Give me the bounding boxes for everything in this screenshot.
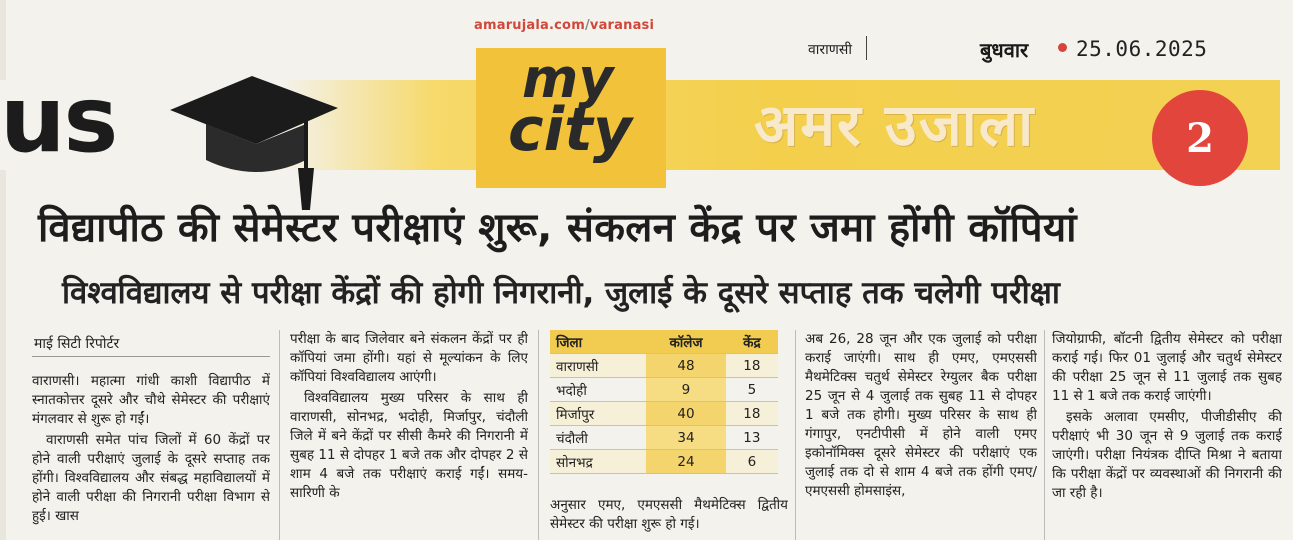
- newspaper-brand: अमर उजाला: [754, 91, 1036, 159]
- paragraph: इसके अलावा एमसीए, पीजीडीसीए की परीक्षाएं भी 30 जून से 9 जुलाई तक कराई जाएंगी। परीक्षा नियंत्रक दीप्ति मिश्रा ने बताया कि परीक्षा केंद्रों पर व्यवस्थाओं की निगरानी की जा रही है।: [1052, 409, 1282, 501]
- masthead-divider: [866, 36, 867, 60]
- table-header-cell: जिला: [550, 330, 646, 354]
- table-cell: मिर्जापुर: [550, 402, 646, 426]
- table-row: [550, 450, 778, 474]
- paragraph: परीक्षा के बाद जिलेवार बने संकलन केंद्रों पर ही कॉपियां जमा होंगी। यहां से मूल्यांकन के लिए कॉपियां विश्वविद्यालय आएंगी।: [290, 331, 528, 385]
- table-cell: 48: [646, 354, 726, 378]
- page-number-badge: 2: [1152, 90, 1248, 186]
- table-cell: 13: [726, 426, 778, 450]
- table-cell: वाराणसी: [550, 354, 646, 378]
- paragraph: विश्वविद्यालय मुख्य परिसर के साथ ही वाराणसी, सोनभद्र, भदोही, मिर्जापुर, चंदौली जिले में बने केंद्रों पर सीसी कैमरे की निगरानी में सुबह 11 से दोपहर 1 बजे तक और दोपहर 2 से शाम 4 बजे तक परीक्षाएं कराई गईं। समय-सारिणी के: [290, 390, 528, 501]
- article-subheadline: विश्वविद्यालय से परीक्षा केंद्रों की होगी निगरानी, जुलाई के दूसरे सप्ताह तक चलेगी परीक्षा: [62, 275, 1060, 311]
- paragraph: वाराणसी समेत पांच जिलों में 60 केंद्रों पर होने वाली परीक्षाएं जुलाई के दूसरे सप्ताह तक होंगी। विश्वविद्यालय और संबद्ध महाविद्यालयों में होने वाली परीक्षा की निगरानी परीक्षा विभाग से हुई। खास: [32, 432, 270, 524]
- column-divider: [279, 330, 280, 540]
- district-center-table: [550, 330, 778, 474]
- column-divider: [795, 330, 796, 540]
- article-column-3: [550, 496, 788, 540]
- table-cell: 5: [726, 378, 778, 402]
- article-column-5: [1052, 330, 1282, 540]
- article-column-4: [805, 330, 1037, 540]
- article-column-2: [290, 330, 528, 540]
- paragraph: अब 26, 28 जून और एक जुलाई को परीक्षा कराई जाएंगी। साथ ही एमए, एमएससी मैथमेटिक्स चतुर्थ सेमेस्टर रेग्युलर बैक परीक्षा 25 जून से 4 जुलाई तक सुबह 11 से दोपहर 1 बजे तक होगी। मुख्य परिसर के साथ ही गंगापुर, एनटीपीसी में होने वाली एमए इकोनॉमिक्स दूसरे सेमेस्टर की परीक्षाएं एक जुलाई तक दो से शाम 4 बजे तक होंगी एमए/एमएससी होमसाइंस,: [805, 331, 1037, 499]
- byline-rule: [32, 356, 270, 357]
- table-cell: 24: [646, 450, 726, 474]
- column-divider: [1044, 330, 1045, 540]
- paragraph: जियोग्राफी, बॉटनी द्वितीय सेमेस्टर को परीक्षा कराई गई। फिर 01 जुलाई और चतुर्थ सेमेस्टर की परीक्षा 25 जून से 11 जुलाई तक सुबह 11 से 1 बजे तक कराई जाएंगी।: [1052, 331, 1282, 404]
- issue-date: 25.06.2025: [1076, 37, 1208, 61]
- mycity-logo-my: my: [522, 47, 614, 110]
- date-bullet: [1058, 43, 1067, 52]
- article-headline: विद्यापीठ की सेमेस्टर परीक्षाएं शुरू, संकलन केंद्र पर जमा होंगी कॉपियां: [38, 205, 1077, 251]
- article-column-1: [32, 372, 270, 540]
- site-url: amarujala.com/varanasi: [474, 18, 655, 33]
- table-cell: सोनभद्र: [550, 450, 646, 474]
- table-header-cell: केंद्र: [726, 330, 778, 354]
- table-row: [550, 354, 778, 378]
- table-header-cell: कॉलेज: [646, 330, 726, 354]
- section-logo-text: us: [0, 66, 117, 173]
- issue-day: बुधवार: [980, 38, 1029, 62]
- table-header-row: [550, 330, 778, 354]
- paragraph: अनुसार एमए, एमएससी मैथमेटिक्स द्वितीय सेमेस्टर की परीक्षा शुरू हो गई।: [550, 497, 788, 532]
- table-cell: 40: [646, 402, 726, 426]
- table-cell: 18: [726, 354, 778, 378]
- table-row: [550, 402, 778, 426]
- table-cell: 34: [646, 426, 726, 450]
- mycity-logo-city: city: [508, 95, 632, 165]
- table-row: [550, 378, 778, 402]
- table-row: [550, 426, 778, 450]
- paragraph: वाराणसी। महात्मा गांधी काशी विद्यापीठ में स्नातकोत्तर दूसरे और चौथे सेमेस्टर की परीक्षाएं मंगलवार से शुरू हो गईं।: [32, 373, 270, 427]
- table-cell: भदोही: [550, 378, 646, 402]
- table-cell: 6: [726, 450, 778, 474]
- table-cell: चंदौली: [550, 426, 646, 450]
- article-byline: माई सिटी रिपोर्टर: [34, 336, 120, 352]
- table-cell: 18: [726, 402, 778, 426]
- edition-city: वाराणसी: [808, 42, 852, 58]
- table-cell: 9: [646, 378, 726, 402]
- graduation-cap-icon: [160, 48, 340, 218]
- column-divider: [538, 330, 539, 540]
